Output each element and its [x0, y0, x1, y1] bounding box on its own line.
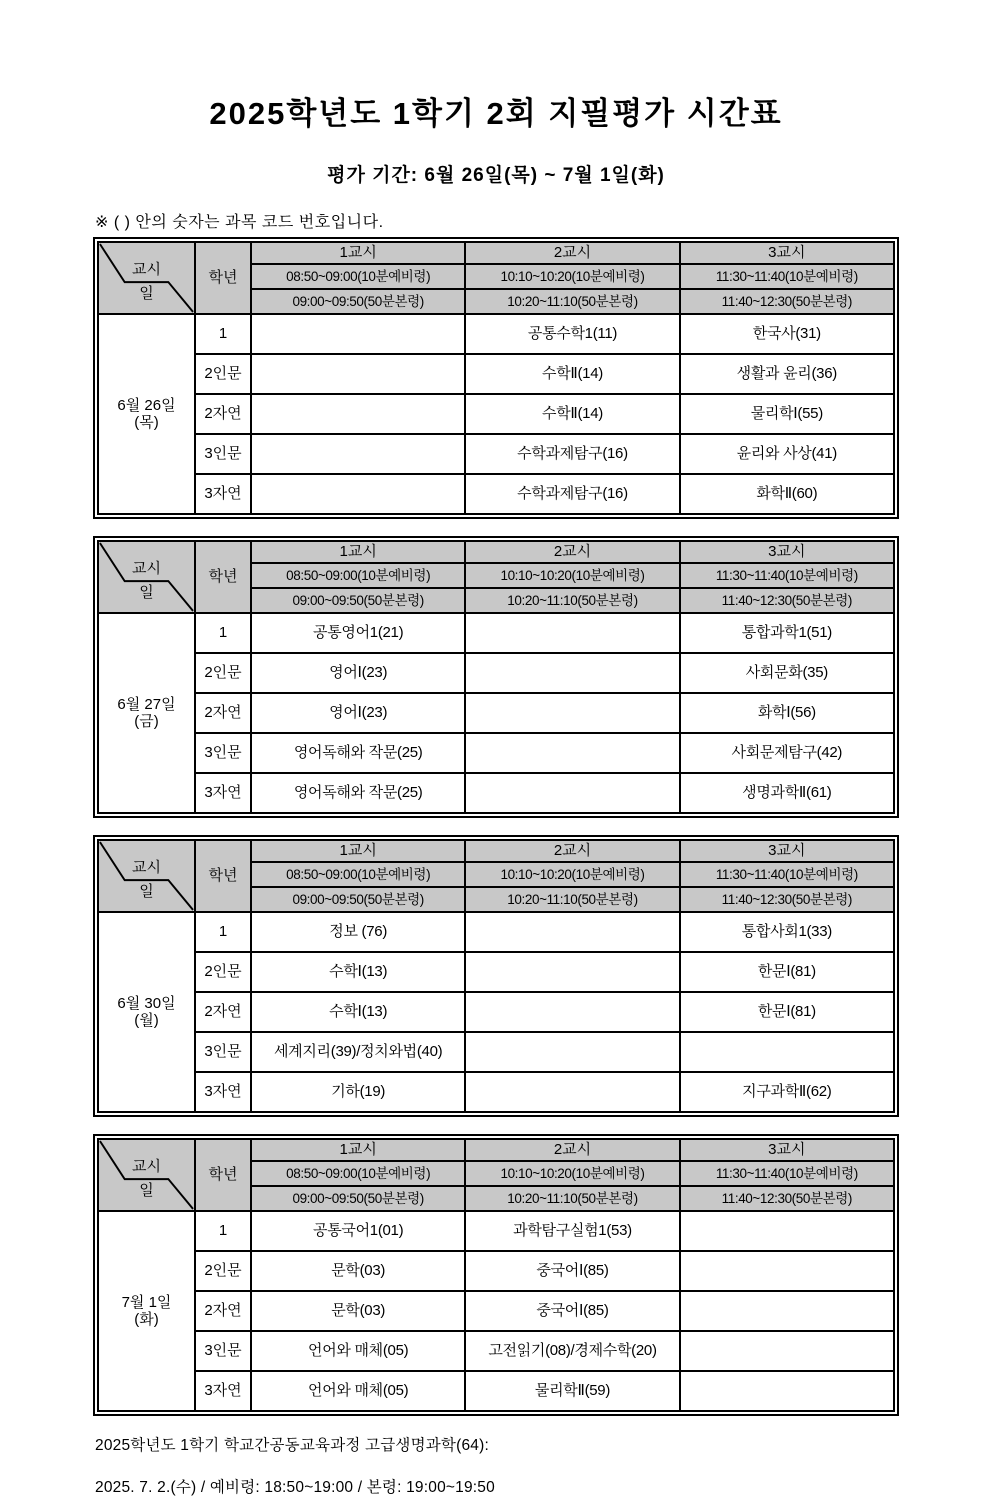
grade-cell: 3자연 — [195, 1072, 251, 1112]
subject-cell-period-3: 통합과학1(51) — [680, 613, 894, 653]
subject-cell-period-3 — [680, 1371, 894, 1411]
joint-curriculum-schedule: 2025. 7. 2.(수) / 예비령: 18:50~19:00 / 본령: 19:00~19:50 — [95, 1479, 495, 1496]
period-3-main-time: 11:40~12:30(50분본령) — [680, 887, 894, 912]
subject-cell-period-2 — [465, 952, 679, 992]
subject-cell-period-2: 중국어Ⅰ(85) — [465, 1251, 679, 1291]
table-row — [98, 1371, 894, 1411]
diagonal-divider — [99, 1140, 194, 1210]
table-row — [98, 474, 894, 514]
table-row — [98, 693, 894, 733]
subject-cell-period-3: 한국사(31) — [680, 314, 894, 354]
subject-cell-period-3 — [680, 1032, 894, 1072]
subject-cell-period-1: 문학(03) — [251, 1291, 465, 1331]
footer — [95, 1433, 992, 1497]
table-row — [98, 773, 894, 813]
table-row — [98, 992, 894, 1032]
date-cell — [98, 1211, 195, 1411]
subject-cell-period-1: 영어독해와 작문(25) — [251, 773, 465, 813]
subject-cell-period-3: 한문Ⅰ(81) — [680, 952, 894, 992]
date-label: 6월 30일 — [117, 994, 176, 1012]
date-cell — [98, 912, 195, 1112]
subject-cell-period-1: 정보 (76) — [251, 912, 465, 952]
subject-cell-period-1: 문학(03) — [251, 1251, 465, 1291]
period-1-prep-time: 08:50~09:00(10분예비령) — [251, 1161, 465, 1186]
period-1-main-time: 09:00~09:50(50분본령) — [251, 289, 465, 314]
grade-cell: 3인문 — [195, 434, 251, 474]
corner-cell — [98, 840, 195, 912]
subject-cell-period-3: 지구과학Ⅱ(62) — [680, 1072, 894, 1112]
period-2-main-time: 10:20~11:10(50분본령) — [465, 289, 679, 314]
corner-label-day: 일 — [139, 285, 154, 302]
table-row — [98, 354, 894, 394]
grade-column-header: 학년 — [195, 840, 251, 912]
subject-cell-period-1 — [251, 314, 465, 354]
subject-cell-period-1: 공통영어1(21) — [251, 613, 465, 653]
subject-cell-period-1 — [251, 354, 465, 394]
subject-cell-period-3: 화학Ⅱ(60) — [680, 474, 894, 514]
subject-cell-period-2: 수학Ⅱ(14) — [465, 354, 679, 394]
subject-cell-period-1: 언어와 매체(05) — [251, 1331, 465, 1371]
subject-cell-period-1: 영어Ⅰ(23) — [251, 653, 465, 693]
corner-cell — [98, 541, 195, 613]
exam-period-subtitle: 평가 기간: 6월 26일(목) ~ 7월 1일(화) — [327, 165, 665, 186]
grade-cell: 3자연 — [195, 1371, 251, 1411]
subject-cell-period-2 — [465, 912, 679, 952]
grade-cell: 2인문 — [195, 952, 251, 992]
grade-cell: 3자연 — [195, 474, 251, 514]
subject-cell-period-3: 윤리와 사상(41) — [680, 434, 894, 474]
period-3-prep-time: 11:30~11:40(10분예비령) — [680, 862, 894, 887]
period-3-main-time: 11:40~12:30(50분본령) — [680, 588, 894, 613]
period-1-main-time: 09:00~09:50(50분본령) — [251, 1186, 465, 1211]
grade-column-header: 학년 — [195, 541, 251, 613]
period-2-main-time: 10:20~11:10(50분본령) — [465, 887, 679, 912]
period-1-prep-time: 08:50~09:00(10분예비령) — [251, 264, 465, 289]
period-3-header: 3교시 — [680, 242, 894, 264]
subject-cell-period-2 — [465, 653, 679, 693]
period-label-row — [98, 840, 894, 862]
grade-cell: 3인문 — [195, 1032, 251, 1072]
subject-cell-period-2: 고전읽기(08)/경제수학(20) — [465, 1331, 679, 1371]
subject-cell-period-1: 영어독해와 작문(25) — [251, 733, 465, 773]
subject-cell-period-2 — [465, 992, 679, 1032]
corner-label-period: 교시 — [132, 1157, 161, 1175]
subject-cell-period-3 — [680, 1331, 894, 1371]
weekday-label: (목) — [134, 414, 159, 431]
grade-cell: 2자연 — [195, 1291, 251, 1331]
grade-cell: 2자연 — [195, 394, 251, 434]
period-3-header: 3교시 — [680, 1139, 894, 1161]
corner-label-period: 교시 — [132, 559, 161, 577]
grade-cell: 3인문 — [195, 1331, 251, 1371]
page-title: 2025학년도 1학기 2회 지필평가 시간표 — [209, 96, 783, 131]
subject-cell-period-2 — [465, 1072, 679, 1112]
subject-cell-period-2 — [465, 733, 679, 773]
table-row — [98, 613, 894, 653]
date-label: 7월 1일 — [121, 1293, 172, 1311]
period-2-prep-time: 10:10~10:20(10분예비령) — [465, 1161, 679, 1186]
corner-label-period: 교시 — [132, 260, 161, 278]
period-1-main-time: 09:00~09:50(50분본령) — [251, 588, 465, 613]
table-row — [98, 733, 894, 773]
period-2-prep-time: 10:10~10:20(10분예비령) — [465, 264, 679, 289]
subject-cell-period-2: 수학과제탐구(16) — [465, 474, 679, 514]
period-1-header: 1교시 — [251, 840, 465, 862]
diagonal-divider — [99, 542, 194, 612]
period-1-header: 1교시 — [251, 541, 465, 563]
corner-label-period: 교시 — [132, 858, 161, 876]
period-label-row — [98, 242, 894, 264]
corner-label-day: 일 — [139, 883, 154, 900]
subject-cell-period-1: 수학Ⅰ(13) — [251, 992, 465, 1032]
table-row — [98, 1072, 894, 1112]
subject-cell-period-2: 물리학Ⅱ(59) — [465, 1371, 679, 1411]
table-row — [98, 653, 894, 693]
subject-cell-period-2: 중국어Ⅰ(85) — [465, 1291, 679, 1331]
period-1-prep-time: 08:50~09:00(10분예비령) — [251, 563, 465, 588]
exam-day-table — [93, 237, 899, 519]
date-label: 6월 26일 — [117, 396, 176, 414]
period-label-row — [98, 1139, 894, 1161]
subject-cell-period-2: 과학탐구실험1(53) — [465, 1211, 679, 1251]
subject-cell-period-2 — [465, 693, 679, 733]
subject-cell-period-1: 영어Ⅰ(23) — [251, 693, 465, 733]
subject-cell-period-2: 수학과제탐구(16) — [465, 434, 679, 474]
subject-cell-period-2 — [465, 773, 679, 813]
weekday-label: (금) — [134, 713, 159, 730]
corner-label-day: 일 — [139, 584, 154, 601]
subject-cell-period-3: 사회문제탐구(42) — [680, 733, 894, 773]
date-cell — [98, 613, 195, 813]
subject-cell-period-3: 화학Ⅰ(56) — [680, 693, 894, 733]
subject-cell-period-2: 수학Ⅱ(14) — [465, 394, 679, 434]
subject-cell-period-3: 물리학Ⅰ(55) — [680, 394, 894, 434]
corner-label-day: 일 — [139, 1182, 154, 1199]
corner-cell — [98, 242, 195, 314]
timetable — [97, 839, 895, 1113]
subject-cell-period-3 — [680, 1211, 894, 1251]
table-row — [98, 1211, 894, 1251]
table-row — [98, 1291, 894, 1331]
subject-cell-period-1: 수학Ⅰ(13) — [251, 952, 465, 992]
period-2-header: 2교시 — [465, 1139, 679, 1161]
grade-cell: 2자연 — [195, 992, 251, 1032]
period-2-main-time: 10:20~11:10(50분본령) — [465, 1186, 679, 1211]
subject-cell-period-2 — [465, 613, 679, 653]
subject-cell-period-3: 통합사회1(33) — [680, 912, 894, 952]
timetable — [97, 540, 895, 814]
period-3-prep-time: 11:30~11:40(10분예비령) — [680, 1161, 894, 1186]
period-2-header: 2교시 — [465, 541, 679, 563]
period-3-main-time: 11:40~12:30(50분본령) — [680, 1186, 894, 1211]
weekday-label: (월) — [134, 1012, 159, 1029]
subject-cell-period-1: 언어와 매체(05) — [251, 1371, 465, 1411]
subject-code-note: ※ ( ) 안의 숫자는 과목 코드 번호입니다. — [95, 214, 384, 231]
subject-cell-period-1: 세계지리(39)/정치와법(40) — [251, 1032, 465, 1072]
corner-cell — [98, 1139, 195, 1211]
period-label-row — [98, 541, 894, 563]
exam-day-table — [93, 835, 899, 1117]
table-row — [98, 912, 894, 952]
timetable-list — [0, 237, 992, 1416]
period-1-header: 1교시 — [251, 1139, 465, 1161]
period-3-header: 3교시 — [680, 541, 894, 563]
grade-column-header: 학년 — [195, 1139, 251, 1211]
period-2-prep-time: 10:10~10:20(10분예비령) — [465, 563, 679, 588]
subject-cell-period-2: 공통수학1(11) — [465, 314, 679, 354]
timetable — [97, 1138, 895, 1412]
subject-cell-period-1 — [251, 474, 465, 514]
period-1-prep-time: 08:50~09:00(10분예비령) — [251, 862, 465, 887]
subject-cell-period-1: 기하(19) — [251, 1072, 465, 1112]
period-1-header: 1교시 — [251, 242, 465, 264]
grade-cell: 3인문 — [195, 733, 251, 773]
grade-cell: 2자연 — [195, 693, 251, 733]
period-1-main-time: 09:00~09:50(50분본령) — [251, 887, 465, 912]
period-2-header: 2교시 — [465, 242, 679, 264]
grade-cell: 2인문 — [195, 1251, 251, 1291]
subject-cell-period-3: 생활과 윤리(36) — [680, 354, 894, 394]
date-label: 6월 27일 — [117, 695, 176, 713]
table-row — [98, 952, 894, 992]
subject-cell-period-3 — [680, 1251, 894, 1291]
grade-cell: 1 — [195, 1211, 251, 1251]
joint-curriculum-note: 2025학년도 1학기 학교간공동교육과정 고급생명과학(64): — [95, 1437, 489, 1454]
table-row — [98, 1251, 894, 1291]
subject-cell-period-3: 한문Ⅰ(81) — [680, 992, 894, 1032]
timetable — [97, 241, 895, 515]
table-row — [98, 1331, 894, 1371]
grade-cell: 3자연 — [195, 773, 251, 813]
subject-cell-period-1 — [251, 394, 465, 434]
subject-cell-period-3: 사회문화(35) — [680, 653, 894, 693]
period-2-header: 2교시 — [465, 840, 679, 862]
period-3-prep-time: 11:30~11:40(10분예비령) — [680, 563, 894, 588]
table-row — [98, 434, 894, 474]
period-2-prep-time: 10:10~10:20(10분예비령) — [465, 862, 679, 887]
exam-day-table — [93, 536, 899, 818]
subject-cell-period-1 — [251, 434, 465, 474]
subject-cell-period-1: 공통국어1(01) — [251, 1211, 465, 1251]
weekday-label: (화) — [134, 1311, 159, 1328]
period-2-main-time: 10:20~11:10(50분본령) — [465, 588, 679, 613]
subject-cell-period-2 — [465, 1032, 679, 1072]
subject-cell-period-3: 생명과학Ⅱ(61) — [680, 773, 894, 813]
period-3-prep-time: 11:30~11:40(10분예비령) — [680, 264, 894, 289]
date-cell — [98, 314, 195, 514]
subject-cell-period-3 — [680, 1291, 894, 1331]
period-3-main-time: 11:40~12:30(50분본령) — [680, 289, 894, 314]
grade-cell: 1 — [195, 912, 251, 952]
grade-cell: 1 — [195, 613, 251, 653]
grade-cell: 2인문 — [195, 653, 251, 693]
table-row — [98, 1032, 894, 1072]
diagonal-divider — [99, 243, 194, 313]
table-row — [98, 314, 894, 354]
grade-cell: 2인문 — [195, 354, 251, 394]
diagonal-divider — [99, 841, 194, 911]
grade-cell: 1 — [195, 314, 251, 354]
grade-column-header: 학년 — [195, 242, 251, 314]
table-row — [98, 394, 894, 434]
exam-day-table — [93, 1134, 899, 1416]
period-3-header: 3교시 — [680, 840, 894, 862]
